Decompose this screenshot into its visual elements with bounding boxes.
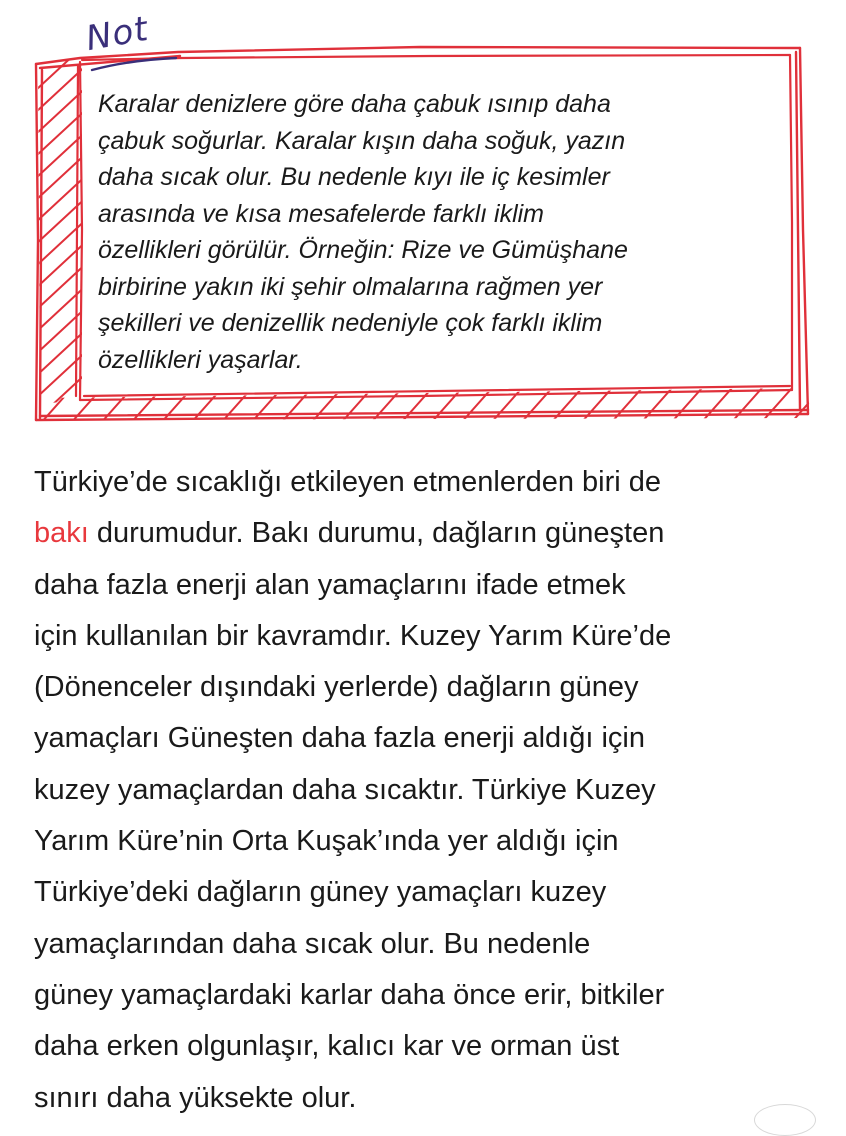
body-line: (Dönenceler dışındaki yerlerde) dağların güney — [34, 671, 639, 704]
body-line: yamaçları Güneşten daha fazla enerji aldığı için — [34, 722, 645, 755]
note-line: özellikleri görülür. Örneğin: Rize ve Gümüşhane — [98, 236, 628, 264]
body-line: Yarım Küre’nin Orta Kuşak’ında yer aldığı için — [34, 825, 619, 858]
body-line: durumudur. Bakı durumu, dağların güneşten — [88, 517, 665, 550]
body-line: daha erken olgunlaşır, kalıcı kar ve orman üst — [34, 1030, 620, 1063]
body-line: yamaçlarından daha sıcak olur. Bu nedenle — [34, 927, 591, 960]
body-paragraph — [34, 457, 824, 1124]
body-line: Türkiye’de sıcaklığı etkileyen etmenlerden biri de — [34, 466, 662, 498]
note-text — [98, 86, 788, 378]
note-line: çabuk soğurlar. Karalar kışın daha soğuk, yazın — [98, 126, 626, 155]
note-line: Karalar denizlere göre daha çabuk ısınıp daha — [98, 90, 611, 118]
body-line: kuzey yamaçlardan daha sıcaktır. Türkiye Kuzey — [34, 773, 656, 806]
note-line: özellikleri yaşarlar. — [98, 345, 303, 374]
note-line: birbirine yakın iki şehir olmalarına rağmen yer — [98, 272, 603, 301]
page-corner-mark — [754, 1104, 816, 1136]
note-line: daha sıcak olur. Bu nedenle kıyı ile iç kesimler — [98, 163, 610, 191]
body-line: sınırı daha yüksekte olur. — [34, 1081, 357, 1114]
body-line: için kullanılan bir kavramdır. Kuzey Yarım Küre’de — [34, 619, 672, 652]
note-line: arasında ve kısa mesafelerde farklı iklim — [98, 199, 545, 228]
note-label: Not — [83, 8, 152, 60]
highlight-term: bakı — [34, 517, 89, 550]
body-line: daha fazla enerji alan yamaçlarını ifade etmek — [34, 568, 626, 601]
body-line: güney yamaçlardaki karlar daha önce erir, bitkiler — [34, 978, 665, 1011]
body-line: Türkiye’deki dağların güney yamaçları kuzey — [34, 876, 607, 909]
note-line: şekilleri ve denizellik nedeniyle çok farklı iklim — [98, 309, 603, 337]
